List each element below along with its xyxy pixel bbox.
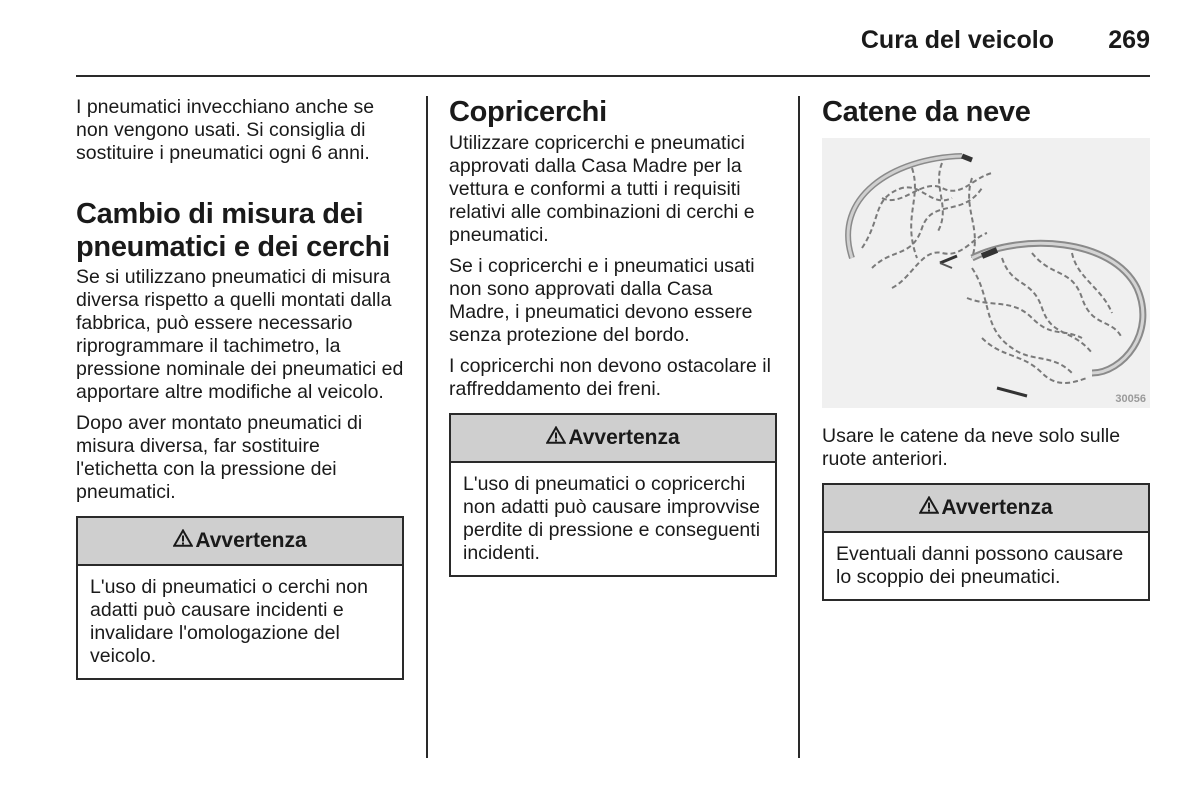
paragraph: Dopo aver montato pneumatici di misura diversa, far sostituire l'etichetta con la pressione dei pneumatici. <box>76 412 363 503</box>
column-2 <box>449 96 777 577</box>
paragraph: Se si utilizzano pneumatici di misura diversa rispetto a quelli montati dalla fabbrica, può essere necessario riprogrammare il tachimetro, la pressione nominale dei pneumatici ed apportare altre modifiche al veicolo. <box>76 266 404 403</box>
warning-text: L'uso di pneumatici o cerchi non adatti può causare incidenti e invalidare l'omologazione del veicolo. <box>90 576 368 667</box>
paragraph: Usare le catene da neve solo sulle ruote anteriori. <box>822 425 1121 470</box>
warning-text: L'uso di pneumatici o copricerchi non adatti può causare improvvise perdite di pressione e conseguenti incidenti. <box>463 473 761 564</box>
page-header <box>76 0 1150 77</box>
warning-title: Avvertenza <box>195 529 307 552</box>
paragraph: I copricerchi non devono ostacolare il raffreddamento dei freni. <box>449 355 771 400</box>
warning-box <box>822 483 1150 601</box>
column-divider <box>426 96 428 758</box>
column-1 <box>76 96 404 680</box>
page-number: 269 <box>1108 26 1150 54</box>
section-heading: Catene da neve <box>822 96 1031 128</box>
section-heading: Cambio di misura dei pneumatici e dei cerchi <box>76 198 390 263</box>
warning-triangle-icon <box>546 426 566 450</box>
column-divider <box>798 96 800 758</box>
warning-text: Eventuali danni possono causare lo scoppio dei pneumatici. <box>836 543 1124 588</box>
intro-paragraph: I pneumatici invecchiano anche se non vengono usati. Si consiglia di sostituire i pneumatici ogni 6 anni. <box>76 96 375 164</box>
warning-triangle-icon <box>173 529 193 553</box>
paragraph: Se i copricerchi e i pneumatici usati non sono approvati dalla Casa Madre, i pneumatici devono essere senza protezione del bordo. <box>449 255 755 346</box>
warning-title: Avvertenza <box>568 426 680 449</box>
column-3 <box>822 96 1150 601</box>
warning-box <box>449 413 777 577</box>
warning-title: Avvertenza <box>941 496 1053 519</box>
figure-number: 30056 <box>1115 393 1146 405</box>
warning-header <box>824 485 1148 533</box>
section-heading: Copricerchi <box>449 96 607 128</box>
warning-triangle-icon <box>919 496 939 520</box>
warning-box <box>76 516 404 680</box>
section-title: Cura del veicolo <box>860 26 1054 54</box>
warning-header <box>78 518 402 566</box>
warning-header <box>451 415 775 463</box>
snow-chains-illustration <box>822 138 1150 408</box>
paragraph: Utilizzare copricerchi e pneumatici approvati dalla Casa Madre per la vettura e conformi a tutti i requisiti relativi alle combinazioni di cerchi e pneumatici. <box>449 132 755 246</box>
